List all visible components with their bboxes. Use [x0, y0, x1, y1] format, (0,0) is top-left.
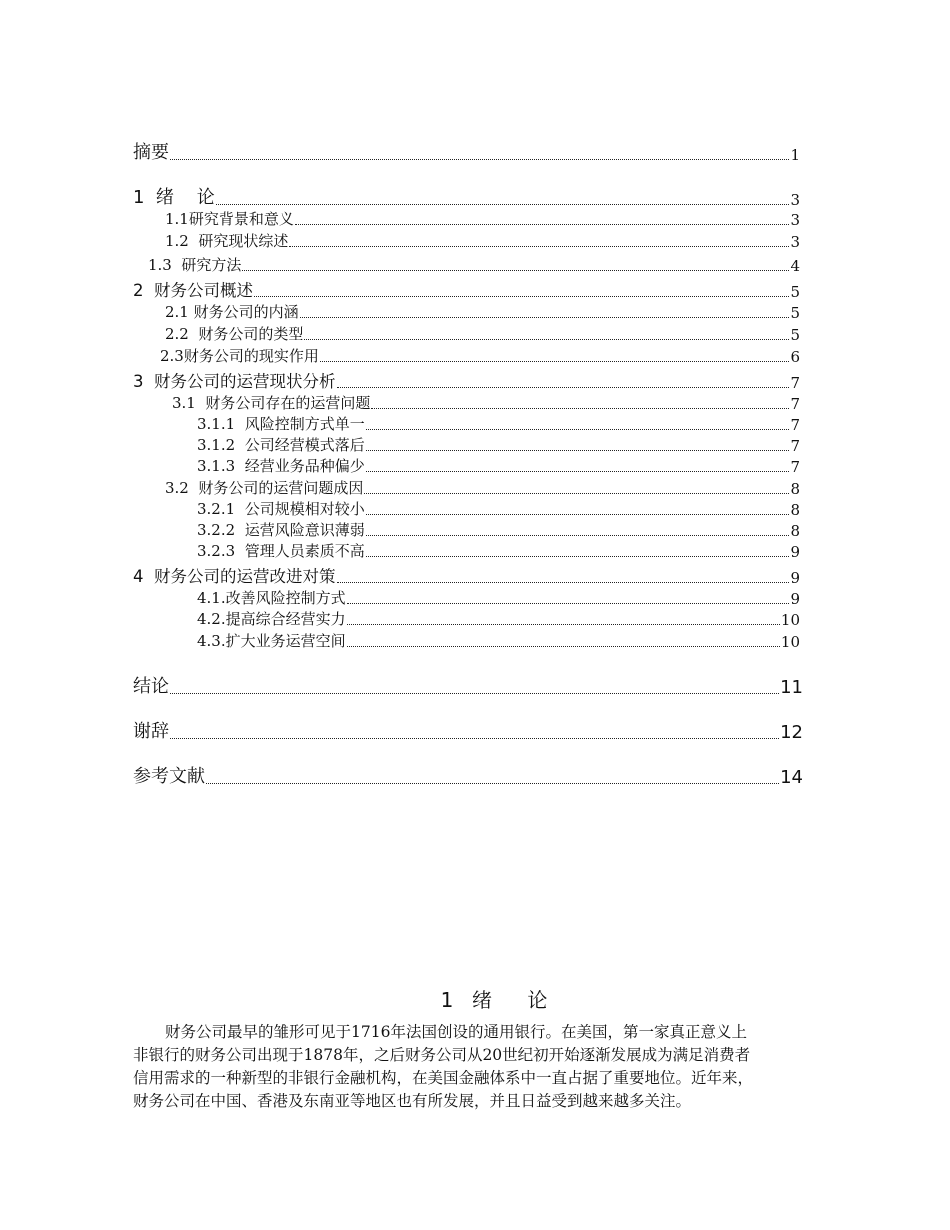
toc-entry-page: 9 — [790, 569, 800, 587]
toc-leader-dots — [371, 408, 789, 409]
toc-entry-label: 3.1.1 风险控制方式单一 — [197, 415, 365, 433]
toc-entry[interactable] — [160, 345, 800, 366]
toc-entry-label: 1.2 研究现状综述 — [165, 232, 289, 250]
toc-entry-label: 参考文献 — [133, 766, 205, 787]
toc-leader-dots — [366, 514, 790, 515]
toc-leader-dots — [337, 387, 790, 388]
toc-entry[interactable] — [197, 413, 800, 434]
toc-entry-page: 9 — [790, 543, 800, 561]
toc-entry-label: 谢辞 — [133, 721, 169, 742]
toc-entry-page: 10 — [780, 633, 800, 651]
toc-entry-page: 3 — [790, 233, 800, 251]
toc-leader-dots — [366, 429, 790, 430]
toc-entry[interactable] — [172, 392, 800, 413]
toc-entry-label: 1 绪 论 — [133, 187, 215, 208]
toc-leader-dots — [216, 204, 790, 205]
toc-leader-dots — [170, 159, 789, 160]
toc-entry[interactable] — [133, 368, 800, 392]
toc-leader-dots — [337, 582, 790, 583]
toc-entry-label: 3.1.3 经营业务品种偏少 — [197, 457, 365, 475]
toc-entry-label: 4 财务公司的运营改进对策 — [133, 567, 336, 586]
toc-entry-page: 7 — [790, 374, 800, 392]
toc-leader-dots — [300, 317, 790, 318]
toc-leader-dots — [366, 450, 790, 451]
toc-entry-label: 4.1.改善风险控制方式 — [197, 589, 346, 607]
toc-entry[interactable] — [197, 498, 800, 519]
toc-entry[interactable] — [197, 519, 800, 540]
toc-entry[interactable] — [133, 183, 800, 209]
toc-entry-label: 3.2.2 运营风险意识薄弱 — [197, 521, 365, 539]
toc-entry[interactable] — [133, 277, 800, 301]
toc-leader-dots — [170, 738, 779, 739]
toc-entry-label: 3.2.3 管理人员素质不高 — [197, 542, 365, 560]
toc-entry[interactable] — [197, 608, 800, 629]
toc-entry[interactable] — [197, 455, 800, 476]
toc-entry[interactable] — [133, 762, 803, 788]
toc-entry[interactable] — [197, 587, 800, 608]
toc-entry-page: 5 — [790, 283, 800, 301]
toc-leader-dots — [347, 603, 790, 604]
toc-leader-dots — [364, 493, 789, 494]
toc-entry[interactable] — [197, 434, 800, 455]
toc-entry[interactable] — [133, 672, 803, 698]
toc-entry[interactable] — [165, 208, 800, 229]
toc-leader-dots — [320, 361, 790, 362]
toc-entry-label: 1.3 研究方法 — [148, 256, 242, 274]
toc-entry-page: 5 — [790, 304, 800, 322]
toc-entry-label: 4.2.提高综合经营实力 — [197, 610, 346, 628]
toc-entry-page: 10 — [780, 611, 800, 629]
toc-entry-label: 摘要 — [133, 142, 169, 163]
toc-entry-page: 1 — [790, 146, 800, 164]
toc-entry-label: 结论 — [133, 676, 169, 697]
toc-entry-page: 7 — [790, 437, 800, 455]
toc-entry-label: 3 财务公司的运营现状分析 — [133, 372, 336, 391]
toc-entry[interactable] — [133, 138, 800, 164]
toc-leader-dots — [254, 296, 789, 297]
paragraph-line: 财务公司最早的雏形可见于1716年法国创设的通用银行。在美国，第一家真正意义上 — [165, 1023, 747, 1041]
toc-entry-page: 4 — [790, 257, 800, 275]
toc-leader-dots — [366, 535, 790, 536]
toc-leader-dots — [366, 471, 790, 472]
toc-entry[interactable] — [165, 230, 800, 251]
toc-entry[interactable] — [148, 254, 800, 275]
toc-entry-page: 3 — [790, 191, 800, 209]
paragraph-line: 信用需求的一种新型的非银行金融机构，在美国金融体系中一直占据了重要地位。近年来， — [133, 1069, 754, 1087]
toc-entry[interactable] — [197, 630, 800, 651]
toc-leader-dots — [347, 624, 780, 625]
toc-leader-dots — [304, 339, 789, 340]
paragraph-line: 非银行的财务公司出现于1878年，之后财务公司从20世纪初开始逐渐发展成为满足消费者 — [133, 1046, 751, 1064]
toc-entry-label: 1.1研究背景和意义 — [165, 210, 294, 228]
toc-leader-dots — [366, 556, 790, 557]
toc-entry-label: 2 财务公司概述 — [133, 281, 253, 300]
toc-entry[interactable] — [165, 477, 800, 498]
toc-entry-page: 5 — [790, 326, 800, 344]
toc-entry-page: 8 — [790, 480, 800, 498]
toc-entry[interactable] — [197, 540, 800, 561]
toc-entry[interactable] — [133, 563, 800, 587]
toc-entry-label: 3.2.1 公司规模相对较小 — [197, 500, 365, 518]
toc-entry[interactable] — [165, 301, 800, 322]
toc-entry-page: 6 — [790, 348, 800, 366]
toc-leader-dots — [289, 246, 789, 247]
toc-entry-label: 2.2 财务公司的类型 — [165, 325, 304, 343]
chapter-title: 1 绪 论 — [440, 988, 550, 1012]
toc-entry-page: 8 — [790, 522, 800, 540]
toc-entry-label: 3.1.2 公司经营模式落后 — [197, 436, 365, 454]
toc-entry-page: 7 — [790, 458, 800, 476]
toc-entry-page: 7 — [790, 416, 800, 434]
toc-leader-dots — [347, 646, 780, 647]
toc-entry[interactable] — [165, 323, 800, 344]
toc-leader-dots — [295, 224, 790, 225]
toc-entry-page: 14 — [780, 767, 803, 788]
toc-entry-page: 9 — [790, 590, 800, 608]
toc-entry-page: 8 — [790, 501, 800, 519]
toc-entry-page: 3 — [790, 211, 800, 229]
toc-entry-label: 3.2 财务公司的运营问题成因 — [165, 479, 364, 497]
toc-entry-page: 12 — [780, 722, 803, 743]
toc-leader-dots — [206, 783, 779, 784]
toc-entry-label: 3.1 财务公司存在的运营问题 — [172, 394, 371, 412]
toc-entry[interactable] — [133, 717, 803, 743]
toc-entry-label: 2.1 财务公司的内涵 — [165, 303, 299, 321]
toc-entry-label: 2.3财务公司的现实作用 — [160, 347, 319, 365]
toc-entry-page: 11 — [780, 677, 803, 698]
chapter-paragraph — [133, 1021, 879, 1113]
toc-entry-label: 4.3.扩大业务运营空间 — [197, 632, 346, 650]
toc-entry-page: 7 — [790, 395, 800, 413]
toc-leader-dots — [242, 270, 789, 271]
toc-leader-dots — [170, 693, 779, 694]
paragraph-line: 财务公司在中国、香港及东南亚等地区也有所发展，并且日益受到越来越多关注。 — [133, 1092, 692, 1110]
